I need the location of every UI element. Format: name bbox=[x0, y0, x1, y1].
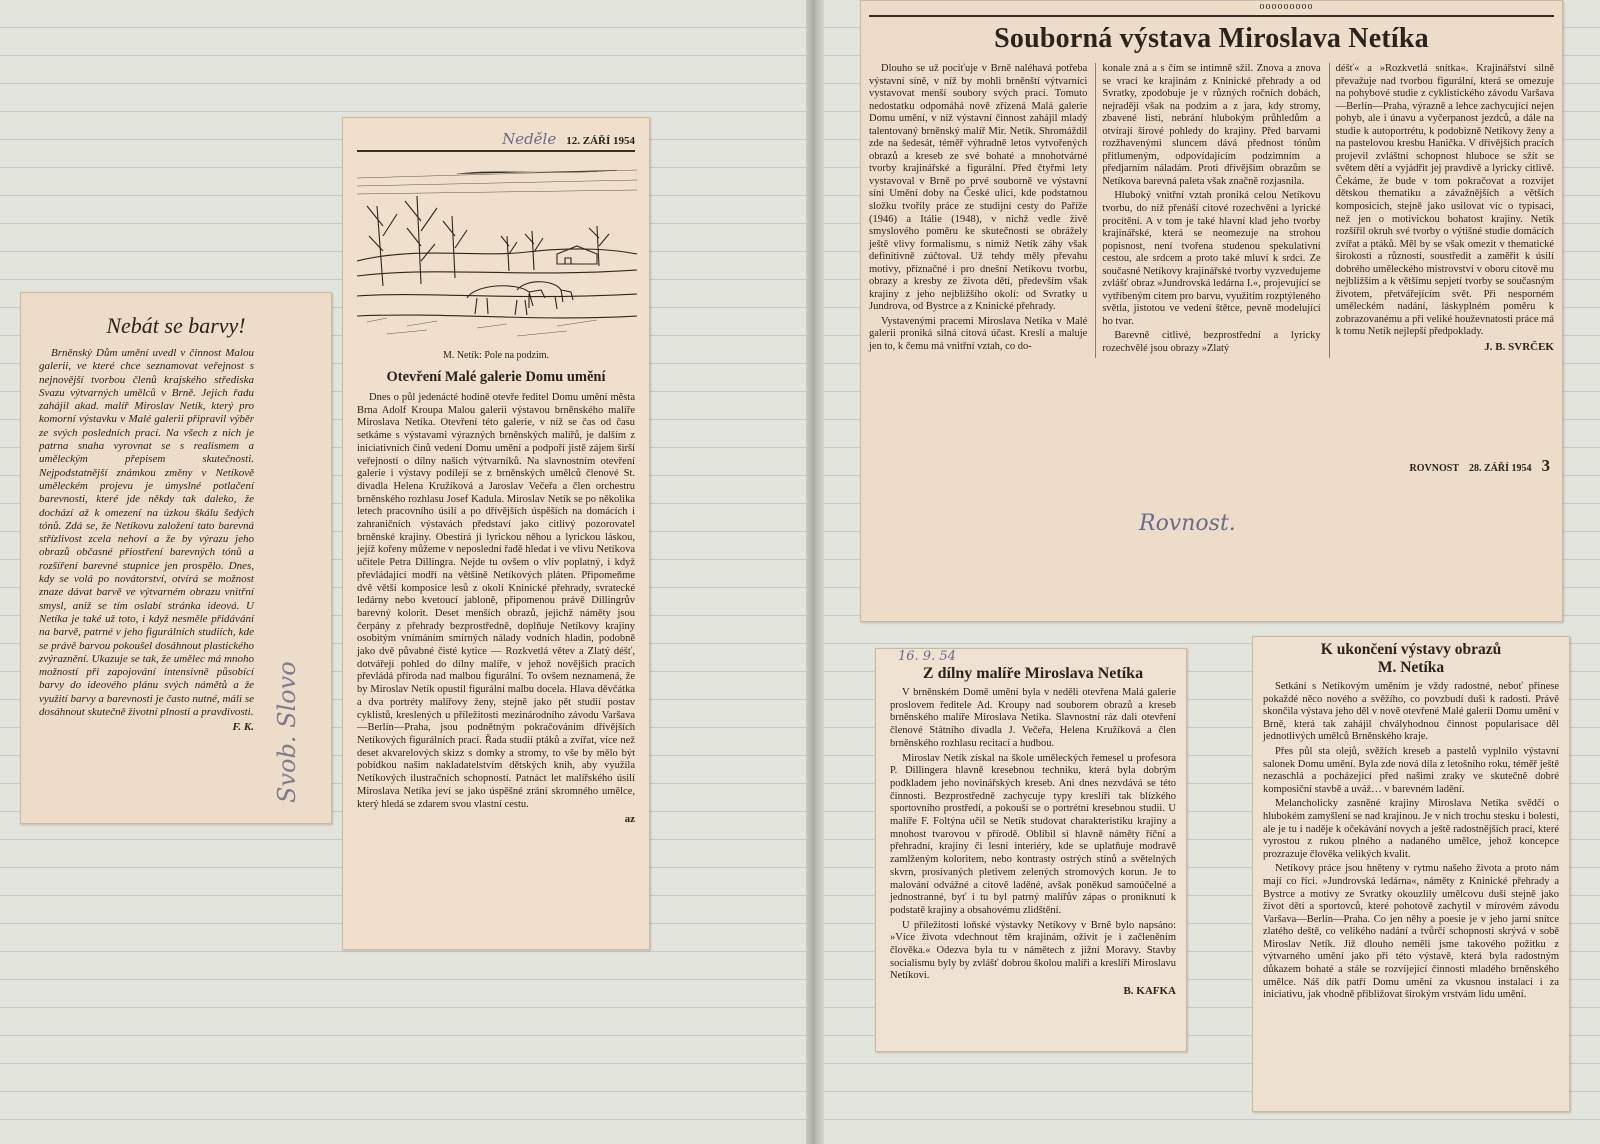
article-body bbox=[1263, 681, 1559, 1002]
article-paragraph: konale zná a s čím se intimně sžil. Znova a znova se vrací ke krajinám z Kninické přehrady a od Svratky, zpodobuje je v různých ročních dobách, nejraději však na podzim a z jara, kdy stromy, zbavené listí, nebrání hlubokým průhledům a otvírají širové pohledy do krajiny. Před barvami rozžhavenými sluncem dává přednost tónům přitlumeným, odpovídajícím podzimním a předjarním náladám. Proti dřívějším obrazům se Netíkova barevná paleta však značně rozjasnila. bbox=[1102, 63, 1321, 187]
newspaper-name: ROVNOST bbox=[1409, 463, 1459, 474]
article-column-1 bbox=[869, 63, 1087, 358]
article-paragraph: déšť« a »Rozkvetlá snítka«. Krajinářství silně převažuje nad tvorbou figurální, která se omezuje na pohybové studie z cyklistického závodu Varšava—Berlín—Praha, výrazně a lehce zachycující nejen pohyb, ale i únavu a vyčerpanost jezdců, a dále na studie k autoportrétu, k podobizně Netíkovy ženy a na pastelovou kresbu Hanička. V dřívějších pracích projevil zvláštní schopnost hluboce se sžít se světem dětí a vyjádřit jej pravdivě a lyricky citlivě. Čekáme, že bude v tom pokračovat a rozvíjet dětskou thematiku a závažnějších a větších komposicích, stejně jako usilovat víc o typisaci, než jen o motivickou bohatost krajiny. Netík rozšířil okruh své tvorby o výtišné studie domácích zvířat a ptáků. Měl by se však omezit v thematické širokosti a různosti, soustředit a zaměřit k úsilí dobrého uměleckého mistrovství v oboru citově mu nejbližším a k většímu sepjetí tvorby se současným životem, přetvářejícím svět. Při nesporném uměleckém nadání, láskyplném poměru k zobrazovanému a při veliké houževnatosti práce má k tomu Netík nejlepší předpoklady. bbox=[1335, 63, 1554, 338]
article-body bbox=[890, 687, 1176, 998]
article-paragraph: Přes půl sta olejů, svěžích kreseb a pastelů vyplnilo výstavní salonek Domu umění. Byla zde nová díla z letošního roku, téměř ještě nezaschlá a pocházející před našimi zraky ve skutečně dobré komposiční stavbě a uváž… v barevném ladění. bbox=[1263, 745, 1559, 795]
article-paragraph: Vystavenými pracemi Miroslava Netíka v Malé galerii proniká silná citová účast. Kreslí a maluje jen to, k čemu má vnitřní vztah, co do- bbox=[869, 315, 1088, 353]
handwritten-date: 16. 9. 54 bbox=[898, 649, 956, 664]
article-paragraph: U příležitosti loňské výstavky Netíkovy v Brně bylo napsáno: »Více života vdechnout těm krajinám, oživit je i začleněním člověka.« Odezva byla tu v námětech z jižní Moravy. Stavby socialismu byly by zvlášť dobrou školou malíři a kreslíři Miroslavu Netíkovi. bbox=[890, 919, 1176, 982]
article-signature: B. KAFKA bbox=[1123, 985, 1176, 998]
article-paragraph: Miroslav Netík získal na škole uměleckých řemesel u profesora P. Dillingera hlavně kresebnou techniku, která byla dobrým podkladem jeho novinářských kreseb. Ani dnes nezvdává se této činnosti. Bezprostředně zachycuje typy kreslíři tak blízkého sportovního prostředí, a pokouší se o portrétní kresebnou studii. U malíře F. Foltýna učil se Netík studovat charakteristiku krajiny a mnohost tvarovou v přírodě. Oblíbil si hlavně náměty říční a přehradní, krajiny či lesní interiéry, kde se uplatňuje modravě zamlženým koloritem, nebo kontrasty ostrých stínů a světelných skvrn, prosívaných pletivem zelených stromových korun. Je to malování odvážné a citově laděné, avšak poněkud samoúčelné a jednostranné, byť i tu byl patrný malířův zápas o proniknutí k podstatě krajiny a obsahovému zlidštění. bbox=[890, 752, 1176, 916]
article-paragraph: V brněnském Domě umění byla v neděli otevřena Malá galerie proslovem ředitele Ad. Kroupy nad souborem obrazů a kreseb brněnského malíře Miroslava Netíka. Slavnostní ráz dali otevření členové Státního divadla J. Večeřa, Helena Kružíková a člen brněnského rozhlasu recitací a hudbou. bbox=[890, 687, 1176, 749]
article-paragraph: Setkání s Netíkovým uměním je vždy radostné, neboť přinese pokaždé něco nového a svěžího, co povzbudí duši k radosti. Právě skončila výstava jeho děl v nově otevřené Malé galerii Domu umění v Brně, která tak zahájil chvályhodnou činnost popularisace děl jednotlivých umělců Brněnského kraje. bbox=[1263, 681, 1559, 743]
newspaper-date: 28. ZÁŘÍ 1954 bbox=[1468, 463, 1532, 474]
clipping-title-line: M. Netíka bbox=[1377, 659, 1445, 676]
clipping-top-rule: ooooooooo bbox=[869, 1, 1554, 17]
clipping-otevreni-male-galerie bbox=[342, 117, 650, 950]
handwritten-note: Svob. Slovo bbox=[273, 661, 301, 803]
handwritten-note: Rovnost. bbox=[1139, 511, 1236, 536]
article-columns bbox=[869, 63, 1554, 358]
article-paragraph: Dnes o půl jedenácté hodině otevře ředitel Domu umění města Brna Adolf Kroupa Malou galerii výstavou brněnského malíře Miroslava Netíka. Otevření této galerie, v níž se čas od času setkáme s výstavami výrazných brněnských malířů, je dalším z iniciativních činů vedení Domu umění a podpoří jistě zájem širší veřejnosti o dílny našich výtvarníků. Na slavnostním otevření galerie i výstavy podílejí se z brněnských umělců členové St. divadla Helena Kružíková a Jaroslav Večeřa a člen orchestru brněnského rozhlasu Josef Kadula. Miroslav Netík se po několika letech pracovního úsilí a po dřívějších úspěších na domácích i zahraničních výstavách představí jako citlivý pozorovatel brněnské krajiny. Obestírá ji lyrickou něhou a lyrickou láskou, jejíž kořeny můžeme v neposlední řadě hledat i ve vlivu Netíkova učitele Petra Dillingra. Nejde tu ovšem o vliv poplatný, i když převládající modří na většině Netíkových pláten. Připomeňme dvě větší komposice lesů z okolí Kninické přehrady, svratecké ledárny nebo kvetoucí jabloně, připomenou právě Dillingrův barevný kolorit. Deset menších obrazů, jejichž náměty jsou čerpány z přehrady bezprostředně, doplňuje Netíkovy krajiny osobitým vnímáním smírných nálady vodních hladin, podobně jako dvě půvabné čisté kytice — Rozkvetlá větev a Zlatý déšť, dotvářejí pohled do dílny malíře, v jehož novějších pracích převládá příroda nad malbou figurální. To ovšem neznamená, že by Miroslav Netík opustil figurální malbu docela. Hlava děvčátka a dva portréty malířovy ženy, stejně jako pět studií postav cyklistů, kreslených u příležitosti mezinárodního závodu Varšava—Berlín—Praha, jsou podnětným pokračováním dřívějších Netíkových figurálních prací. Řada studií ptáků a zvířat, více než deset akvarelových skizz s domky a stromy, to vše by mělo být pobídkou našim nakladatelstvím dětských knih, aby využila Netíkových ilustračních schopností. Patnáct let malířského úsilí Miroslava Netíka jeví se jako úspěšné zrání skromného umělce, který hledá se zdarem svou vlastní cestu. bbox=[357, 392, 635, 810]
clipping-title: Otevření Malé galerie Domu umění bbox=[386, 369, 606, 385]
book-gutter bbox=[806, 0, 824, 1144]
article-paragraph: Netíkovy práce jsou hněteny v rytmu našeho života a proto nám mají co říci. »Jundrovská ledárna«, náměty z Kninické přehrady a Bystrce a motivy ze Svratky okouzlily umělcovu duši stejně jako život dětí a sportovců, které pohotově zachytil v mírovém závodu Varšava—Berlín—Praha. Co jen něhy a poesie je v jeho jarní snítce zlatého deště, co velikého nadání a tvůrčí schopnosti skrývá v sobě Miroslav Netík. Již dlouho neměli jsme takového požitku z výtvarného umění jako při této výstavě, která byla radostným důkazem bohaté a stále se rozvíjející činnosti mladého brněnského umělce. Náš dík patří Domu umění za vkusnou instalaci i za iniciativu, jak vhodně přibližovat širokým vrstvám lidu umění. bbox=[1263, 863, 1559, 1001]
clipping-header bbox=[357, 130, 635, 152]
article-signature: az bbox=[624, 813, 635, 826]
article-paragraph: Barevně citlivé, bezprostřední a lyricky rozechvělé jsou obrazy »Zlatý bbox=[1102, 330, 1321, 355]
clipping-k-ukonceni-vystavy bbox=[1252, 636, 1570, 1112]
article-paragraph: Dlouho se už pociťuje v Brně naléhavá potřeba výstavní síně, v níž by mohli brněnští výtvarníci vystavovat menší soubory svých prací. Tomuto nedostatku odpomáhá nově zřízená Malá galerie Domu umění, v níž výstavní činnost zahájil mladý talentovaný brněnský malíř Mir. Netík. Shromáždil zde na šedesát, téměř výhradně letos vytvořených obrazů a kreseb ze své bohaté a mnohotvárné tvorby krajinářské a figurální. Před čtyřmi lety vystavoval v Brně po prvé souborně ve výstavní síni Umění doby na České ulici, kde podstatnou složku tvořily práce ze studijní cesty do Paříže (1946) a Itálie (1948), v nichž vedle živě smyslového poměru ke skutečnosti se obrážely ještě vlivy formalismu, s nimiž Netík záhy však definitivně zúčtoval. Už tehdy měly převahu motivy, příznačné i pro dnešní Netíkovu tvorbu, obrazy a kresby ze života dětí, především však krajiny z jeho nejbližšího okolí: od Svratky u Jundrova, od Bystrce a z Kninické přehrady. bbox=[869, 63, 1088, 313]
article-body bbox=[357, 392, 635, 826]
article-paragraph: Brněnský Dům umění uvedl v činnost Malou galerii, ve které chce seznamovat veřejnost s nejnovější tvorbou členů krajského střediska Svazu výtvarných umělců v Brně. Jejich řadu zahájil akad. malíř Miroslav Netík, který pro komorní výstavku v Malé galerii připravil výběr ze svých posledních prací. Na všech z nich je patrna snaha vyrovnat se s realismem a uměleckým přepisem skutečnosti. Nejpodstatnější známkou změny v Netíkově uměleckém projevu je úmyslné potlačení barevnosti, které jde někdy tak daleko, že dochází až k omezení na úzkou škálu šedých tónů. Zdá se, že Netíkovu založení tato barevná střízlivost zcela nehoví a že by výrazu jeho obrazů občasné přiostření barevných tónů a rozšíření barevné stupnice jen prospělo. Dnes, kdy se volá po novátorství, otvírá se možnost znaze dávat barvě ve výtvarném obrazu vnitřní smysl, aniž se tím oslabí stránka ideová. U Netíka je také už toto, i když nesměle přidávání na barvě, patrné v jeho figurálních studiích, kde se právě barvou pokoušel dosáhnout plastického zvýraznění. Ukazuje se tak, že umělec má mnoho možností při zapojování intensivně působící barvy do ideového plánu svých námětů a že využití barvy a barevnosti je často nutné, máli se dosáhnout skutečně životní plnosti a pravdivosti. bbox=[39, 347, 254, 719]
handwritten-note: Neděle bbox=[502, 130, 557, 148]
clipping-nebat-se-barvy bbox=[20, 292, 332, 824]
clipping-title: Nebát se barvy! bbox=[106, 313, 246, 338]
article-column-2 bbox=[1095, 63, 1320, 358]
clipping-title-line: K ukončení výstavy obrazů bbox=[1320, 641, 1502, 658]
article-body bbox=[39, 347, 254, 735]
clipping-souborna-vystava bbox=[860, 0, 1563, 622]
page-number: 3 bbox=[1541, 456, 1550, 475]
article-paragraph: Melancholicky zasněné krajiny Miroslava Netíka svědčí o hlubokém zamyšlení se nad krajinou. Je v nich trochu stesku i bolesti, ale je tu i naděje k očekávání novych a ještě radostnějších prací, které vyrostou z rukou plného a nadaného umělce, jehož koncepce prozrazuje člověka velikých kvalit. bbox=[1263, 798, 1559, 860]
article-signature: F. K. bbox=[232, 721, 254, 734]
article-signature: J. B. SVRČEK bbox=[1484, 341, 1554, 354]
landscape-illustration bbox=[357, 166, 637, 341]
illustration-caption: M. Netík: Pole na podzim. bbox=[442, 350, 550, 361]
publication-date: 12. ZÁŘÍ 1954 bbox=[566, 135, 635, 147]
clipping-title bbox=[1263, 641, 1559, 677]
newspaper-footer bbox=[1410, 456, 1550, 476]
article-paragraph: Hluboký vnitřní vztah proniká celou Netíkovu tvorbu, do níž přenáší citové rozechvění a lyrické procítění. A v tom je také hlavní klad jeho tvorby krajinářské, která se neomezuje na strohou popisnost, není tvořena studenou spekulativní cestou, ale srdcem a proto také mluví k srdci. Ze současné Netíkovy krajinářské tvorby vyzvedujeme zvlášť obraz »Jundrovská ledárna I.«, projevující se vytříbeným citem pro barvu, využitím rozptýleného světla, jistotou ve vedení štětce, pevně modelující ho tvar. bbox=[1102, 190, 1321, 327]
article-column-3 bbox=[1329, 63, 1554, 358]
clipping-title: Souborná výstava Miroslava Netíka bbox=[994, 23, 1429, 54]
clipping-title: Z dílny malíře Miroslava Netíka bbox=[922, 665, 1144, 682]
clipping-z-dilny-malire bbox=[875, 648, 1187, 1052]
